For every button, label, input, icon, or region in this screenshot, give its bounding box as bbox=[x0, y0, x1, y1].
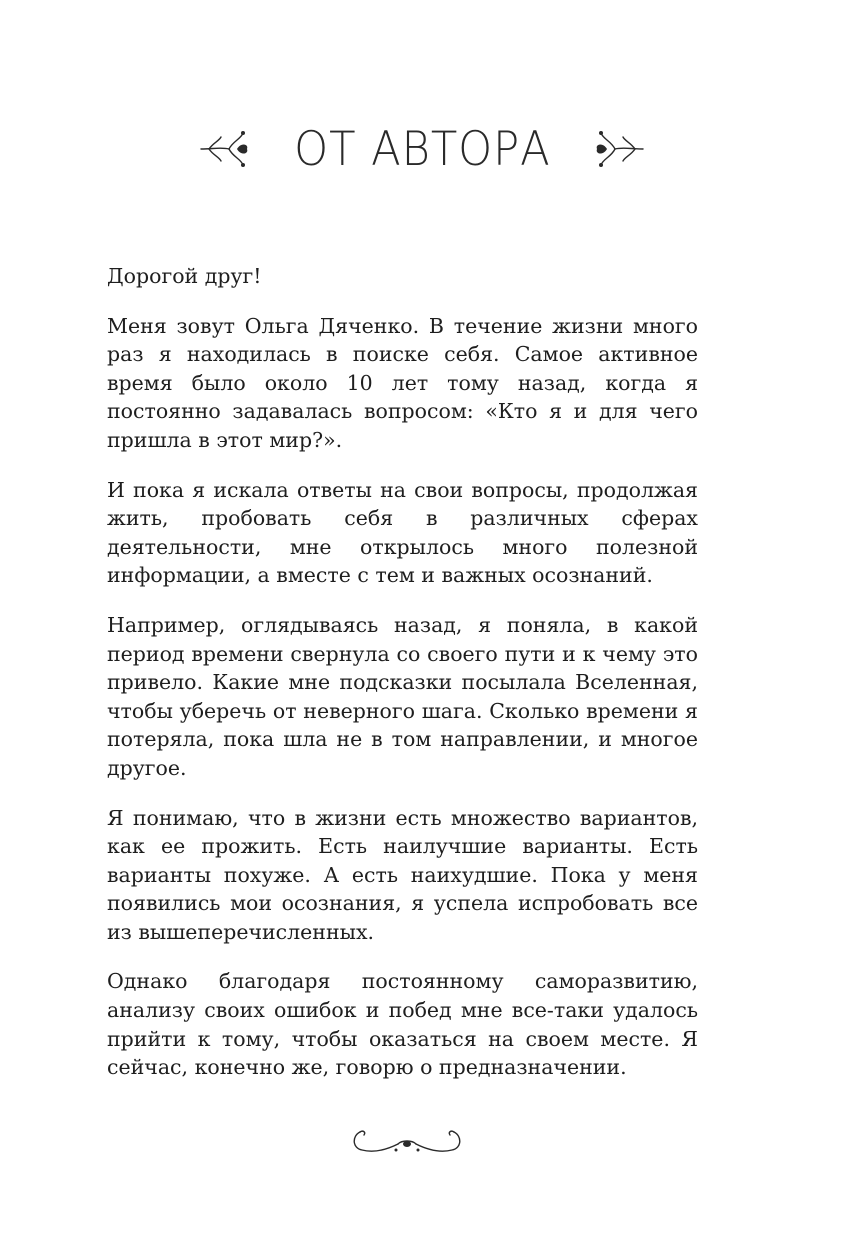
paragraph: Например, оглядываясь назад, я поняла, в какой период времени свернула со своего пути и к чему это привело. Какие мне подсказки посылала Вселенная, чтобы уберечь от неверного шага. Сколько времени я потеряла, пока шла не в том направлении, и многое другое. bbox=[107, 612, 698, 780]
flourish-left-icon bbox=[199, 127, 253, 171]
paragraph: Я понимаю, что в жизни есть множество вариантов, как ее прожить. Есть наилучшие варианты. Есть варианты похуже. А есть наихудшие. Пока у меня появились мои осознания, я успела испробовать все из вышеперечисленных. bbox=[107, 805, 698, 944]
chapter-heading bbox=[0, 117, 844, 181]
paragraph: Однако благодаря постоянному саморазвитию, анализу своих ошибок и побед мне все-таки удалось прийти к тому, чтобы оказаться на своем месте. Я сейчас, конечно же, говорю о предназначении. bbox=[107, 969, 698, 1080]
paragraph: Меня зовут Ольга Дяченко. В течение жизни много раз я находилась в поиске себя. Самое активное время было около 10 лет тому назад, когда я постоянно задавалась вопросом: «Кто я и для чего пришла в этот мир?». bbox=[107, 313, 698, 452]
paragraph: И пока я искала ответы на свои вопросы, продолжая жить, пробовать себя в различных сферах деятельности, мне открылось много полезной информации, а вместе с тем и важных осознаний. bbox=[107, 477, 698, 588]
page-title: ОТ АВТОРА bbox=[293, 121, 551, 177]
body-text bbox=[107, 262, 698, 1103]
flourish-right-icon bbox=[591, 127, 645, 171]
greeting-paragraph: Дорогой друг! bbox=[107, 264, 262, 288]
swirl-divider-icon bbox=[350, 1126, 464, 1162]
